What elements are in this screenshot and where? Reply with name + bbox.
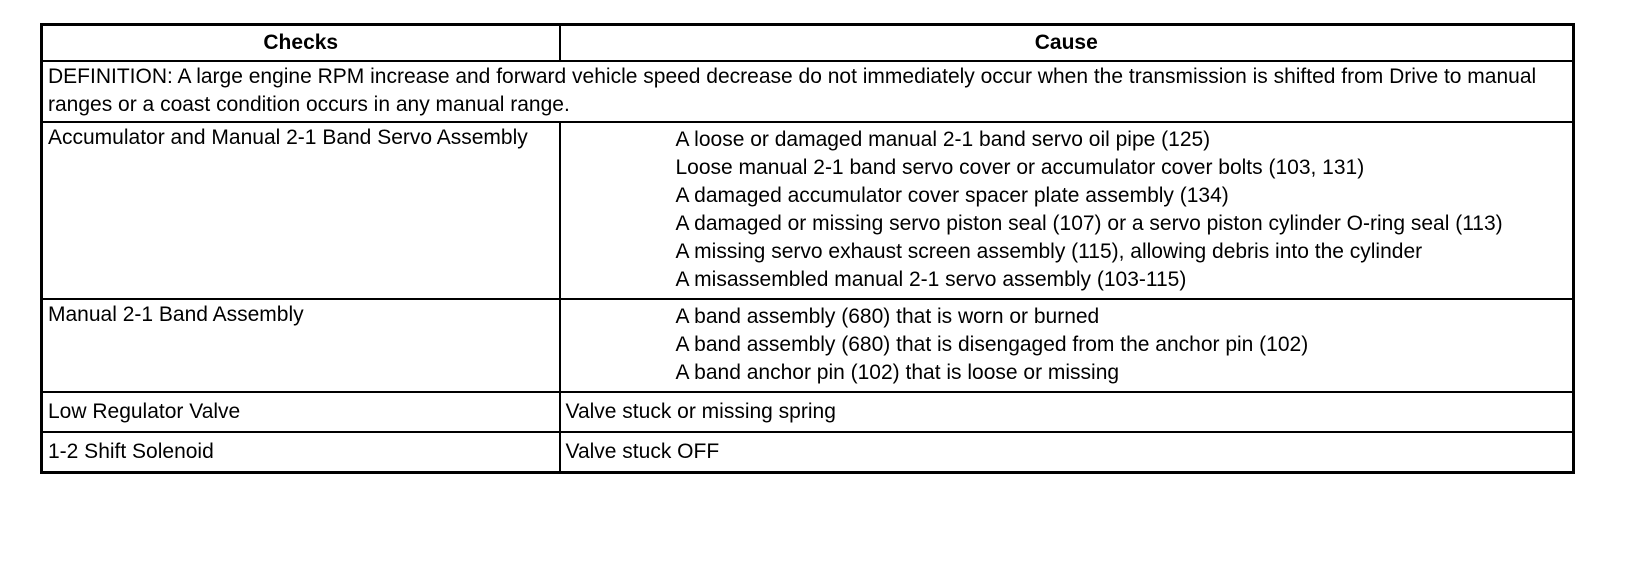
cause-list (566, 124, 1568, 296)
definition-text: DEFINITION: A large engine RPM increase and forward vehicle speed decrease do not immediately occur when the transmission is shifted from Drive to manual ranges or a coast condition occurs in any manual range. (42, 61, 1574, 122)
cause-item: Loose manual 2-1 band servo cover or accumulator cover bolts (103, 131) (675, 156, 1365, 179)
table-row (42, 392, 1574, 432)
cause-cell: Valve stuck or missing spring (560, 392, 1574, 432)
cause-item: A damaged or missing servo piston seal (107) or a servo piston cylinder O-ring seal (113) (675, 212, 1503, 235)
cause-item: A band anchor pin (102) that is loose or missing (675, 361, 1120, 384)
cause-item: A damaged accumulator cover spacer plate assembly (134) (675, 184, 1229, 207)
table-row (42, 432, 1574, 473)
cause-cell: Valve stuck OFF (560, 432, 1574, 473)
cause-item: A band assembly (680) that is disengaged from the anchor pin (102) (675, 333, 1309, 356)
diagnostic-table (40, 23, 1575, 474)
check-cell: 1-2 Shift Solenoid (42, 432, 560, 473)
check-cell: Manual 2-1 Band Assembly (42, 299, 560, 392)
cause-item: A loose or damaged manual 2-1 band servo oil pipe (125) (675, 128, 1211, 151)
table-header-row (42, 25, 1574, 62)
cause-item: A band assembly (680) that is worn or burned (675, 305, 1100, 328)
column-header-cause: Cause (560, 25, 1574, 62)
check-cell: Low Regulator Valve (42, 392, 560, 432)
cause-cell (560, 299, 1574, 392)
cause-item: A misassembled manual 2-1 servo assembly (103-115) (675, 268, 1187, 291)
column-header-checks: Checks (42, 25, 560, 62)
table-row (42, 122, 1574, 299)
cause-item: A missing servo exhaust screen assembly (115), allowing debris into the cylinder (675, 240, 1423, 263)
cause-cell (560, 122, 1574, 299)
check-cell: Accumulator and Manual 2-1 Band Servo Assembly (42, 122, 560, 299)
definition-row (42, 61, 1574, 122)
table-row (42, 299, 1574, 392)
cause-list (566, 301, 1568, 389)
